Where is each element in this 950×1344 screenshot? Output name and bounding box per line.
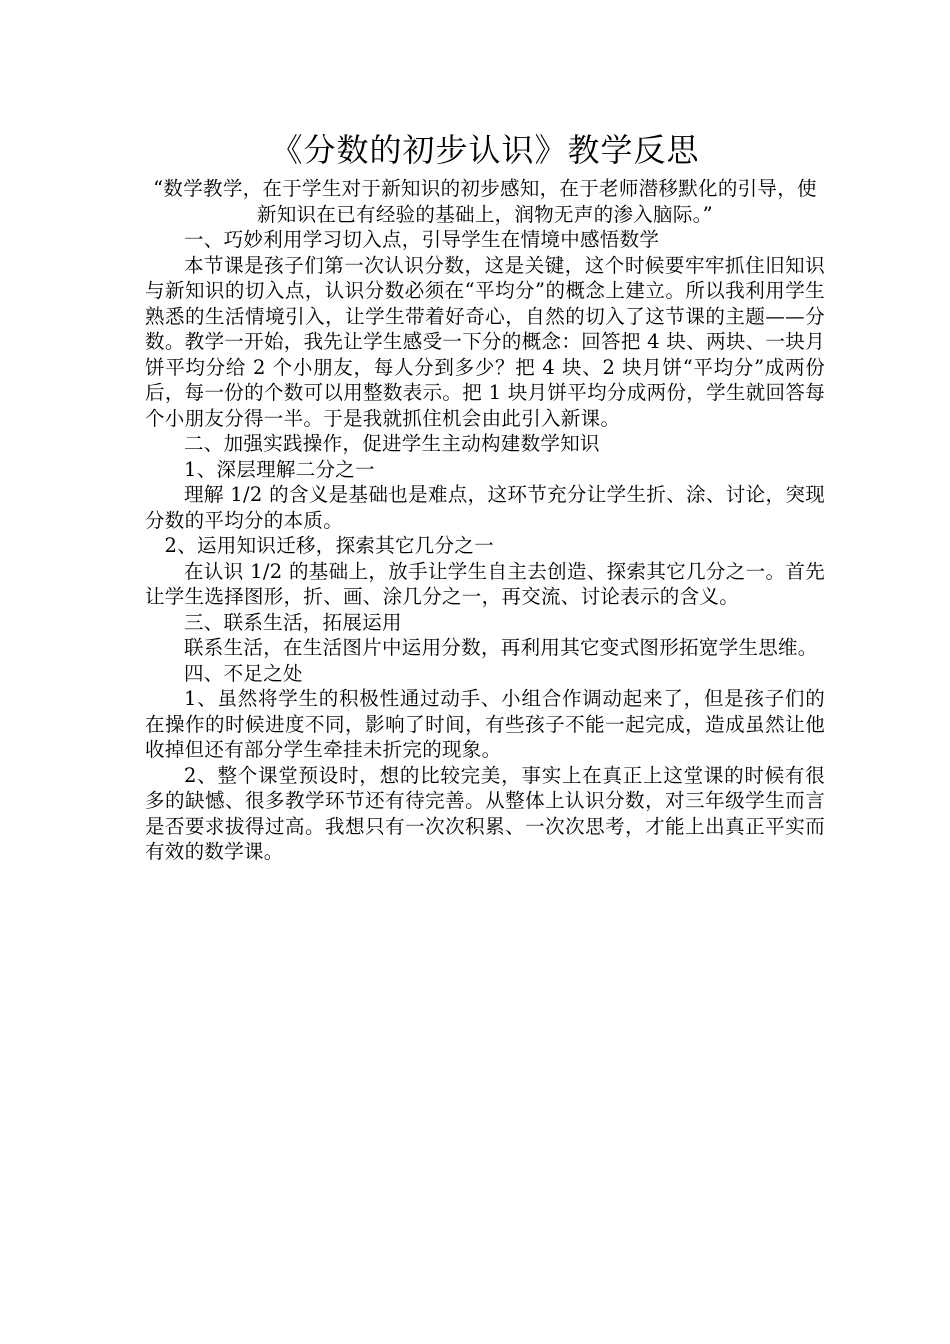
section-heading-2: 二、加强实践操作，促进学生主动构建数学知识 (184, 432, 600, 455)
subheading-2-2: 2、运用知识迁移，探索其它几分之一 (164, 534, 495, 557)
body-paragraph: 理解 1/2 的含义是基础也是难点，这环节充分让学生折、涂、讨论，突现分数的平均分的本质。 (145, 483, 825, 532)
section-heading-1: 一、巧妙利用学习切入点，引导学生在情境中感悟数学 (184, 228, 660, 251)
body-paragraph: 联系生活，在生活图片中运用分数，再利用其它变式图形拓宽学生思维。 (184, 636, 818, 659)
section-heading-4: 四、不足之处 (184, 661, 303, 685)
body-paragraph: 本节课是孩子们第一次认识分数，这是关键，这个时候要牢牢抓住旧知识与新知识的切入点，认识分数必须在“平均分”的概念上建立。所以我利用学生熟悉的生活情境引入，让学生带着好奇心，自然的切入了这节课的主题——分数。教学一开始，我先让学生感受一下分的概念：回答把 4 块、两块、一块月饼平均分给 2 个小朋友，每人分到多少？把 4 块、2 块月饼“平均分”成两份后，每一份的个数可以用整数表示。把 1 块月饼平均分成两份，学生就回答每个小朋友分得一半。于是我就抓住机会由此引入新课。 (145, 253, 825, 430)
body-paragraph: 在认识 1/2 的基础上，放手让学生自主去创造、探索其它几分之一。首先让学生选择图形，折、画、涂几分之一，再交流、讨论表示的含义。 (145, 559, 825, 608)
document-body (145, 126, 825, 865)
section-heading-3: 三、联系生活，拓展运用 (184, 610, 402, 634)
document-title: 《分数的初步认识》教学反思 (270, 131, 700, 169)
body-paragraph: 1、虽然将学生的积极性通过动手、小组合作调动起来了，但是孩子们的在操作的时候进度不同，影响了时间，有些孩子不能一起完成，造成虽然让他收掉但还有部分学生牵挂未折完的现象。 (145, 687, 825, 761)
opening-quote: “数学教学，在于学生对于新知识的初步感知，在于老师潜移默化的引导，使新知识在已有经验的基础上，润物无声的渗入脑际。” (153, 177, 817, 226)
subheading-2-1: 1、深层理解二分之一 (184, 457, 375, 481)
body-paragraph: 2、整个课堂预设时，想的比较完美，事实上在真正上这堂课的时候有很多的缺憾、很多教学环节还有待完善。从整体上认识分数，对三年级学生而言是否要求拔得过高。我想只有一次次积累、一次次思考，才能上出真正平实而有效的数学课。 (145, 763, 825, 863)
